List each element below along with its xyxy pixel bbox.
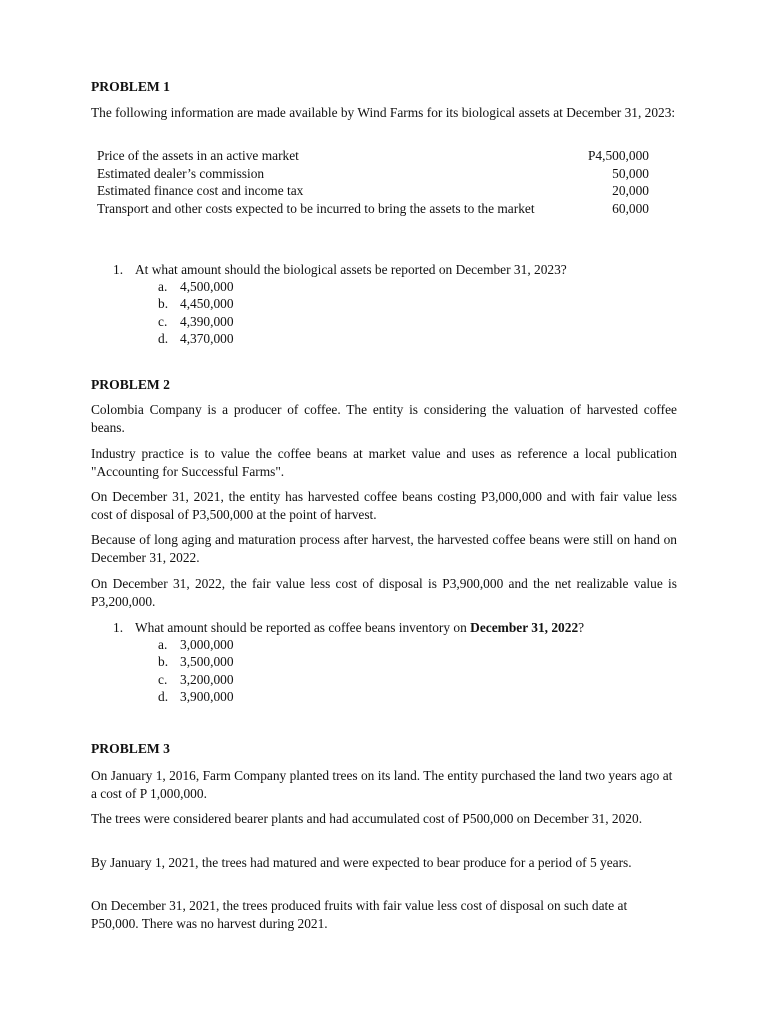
question-end: ?: [578, 620, 585, 635]
option-letter: d.: [158, 331, 169, 347]
option-letter: a.: [158, 637, 168, 652]
row-amount: 60,000: [612, 200, 649, 216]
problem-3-paragraph: By January 1, 2021, the trees had matured and were expected to bear produce for a period of 5 years.: [91, 855, 632, 870]
table-row: [91, 200, 651, 218]
option-item: [158, 671, 234, 688]
row-amount: P4,500,000: [587, 148, 649, 163]
problem-2-heading: PROBLEM 2: [91, 377, 170, 392]
option-item: [158, 313, 234, 330]
option-item: [158, 653, 234, 670]
option-value: 4,450,000: [180, 296, 234, 312]
problem-1-heading: PROBLEM 1: [91, 79, 170, 94]
option-letter: c.: [158, 671, 168, 687]
row-label: Price of the assets in an active market: [97, 148, 299, 163]
option-letter: a.: [158, 279, 168, 294]
row-label: Estimated finance cost and income tax: [97, 183, 304, 198]
question-number: 1.: [113, 620, 124, 635]
problem-2-paragraph: On December 31, 2022, the fair value less cost of disposal is P3,900,000 and the net realizable value is P3,200,000.: [91, 576, 677, 609]
table-row: [91, 147, 651, 165]
option-value: 4,370,000: [180, 331, 234, 347]
option-item: [158, 636, 234, 653]
row-amount: 50,000: [612, 165, 649, 181]
problem-2-options: [158, 636, 234, 706]
problem-3-paragraph: On December 31, 2021, the trees produced fruits with fair value less cost of disposal on such date at P50,000. There was no harvest during 2021.: [91, 898, 628, 931]
option-item: [158, 295, 234, 312]
row-amount: 20,000: [612, 183, 649, 198]
option-letter: b.: [158, 296, 169, 312]
option-letter: b.: [158, 654, 169, 670]
problem-2-paragraph: Colombia Company is a producer of coffee. The entity is considering the valuation of harvested coffee beans.: [91, 402, 677, 435]
question-number: 1.: [113, 262, 124, 277]
problem-1-options: [158, 278, 234, 348]
problem-2-paragraph: Because of long aging and maturation process after harvest, the harvested coffee beans were still on hand on December 31, 2022.: [91, 532, 677, 565]
option-value: 4,390,000: [180, 313, 234, 329]
option-value: 3,500,000: [180, 654, 234, 670]
problem-2-question: [113, 619, 673, 637]
problem-2-paragraph: On December 31, 2021, the entity has harvested coffee beans costing P3,000,000 and with fair value less cost of disposal of P3,500,000 at the point of harvest.: [91, 489, 677, 522]
row-label: Estimated dealer’s commission: [97, 165, 265, 181]
option-item: [158, 278, 234, 295]
option-value: 3,200,000: [180, 671, 234, 687]
option-letter: c.: [158, 313, 168, 329]
row-label: Transport and other costs expected to be incurred to bring the assets to the market: [97, 200, 535, 216]
option-letter: d.: [158, 689, 169, 705]
problem-3-paragraph: On January 1, 2016, Farm Company planted trees on its land. The entity purchased the land two years ago at a cost of P 1,000,000.: [91, 768, 673, 801]
problem-1-question: [113, 261, 673, 279]
problem-2-paragraph: Industry practice is to value the coffee beans at market value and uses as reference a local publication "Accounting for Successful Farms".: [91, 446, 677, 479]
option-value: 4,500,000: [180, 279, 234, 294]
option-value: 3,900,000: [180, 689, 234, 705]
option-value: 3,000,000: [180, 637, 234, 652]
question-date-emphasis: December 31, 2022: [470, 620, 579, 635]
question-text: At what amount should the biological assets be reported on December 31, 2023?: [135, 262, 567, 277]
problem-1-data-table: [91, 147, 651, 217]
question-text: What amount should be reported as coffee beans inventory on: [135, 620, 471, 635]
table-row: [91, 182, 651, 200]
problem-3-paragraph: The trees were considered bearer plants and had accumulated cost of P500,000 on December 31, 2020.: [91, 811, 643, 826]
problem-3-heading: PROBLEM 3: [91, 741, 170, 756]
table-row: [91, 165, 651, 183]
option-item: [158, 330, 234, 347]
problem-1-intro: The following information are made available by Wind Farms for its biological assets at December 31, 2023:: [91, 105, 676, 120]
option-item: [158, 688, 234, 705]
